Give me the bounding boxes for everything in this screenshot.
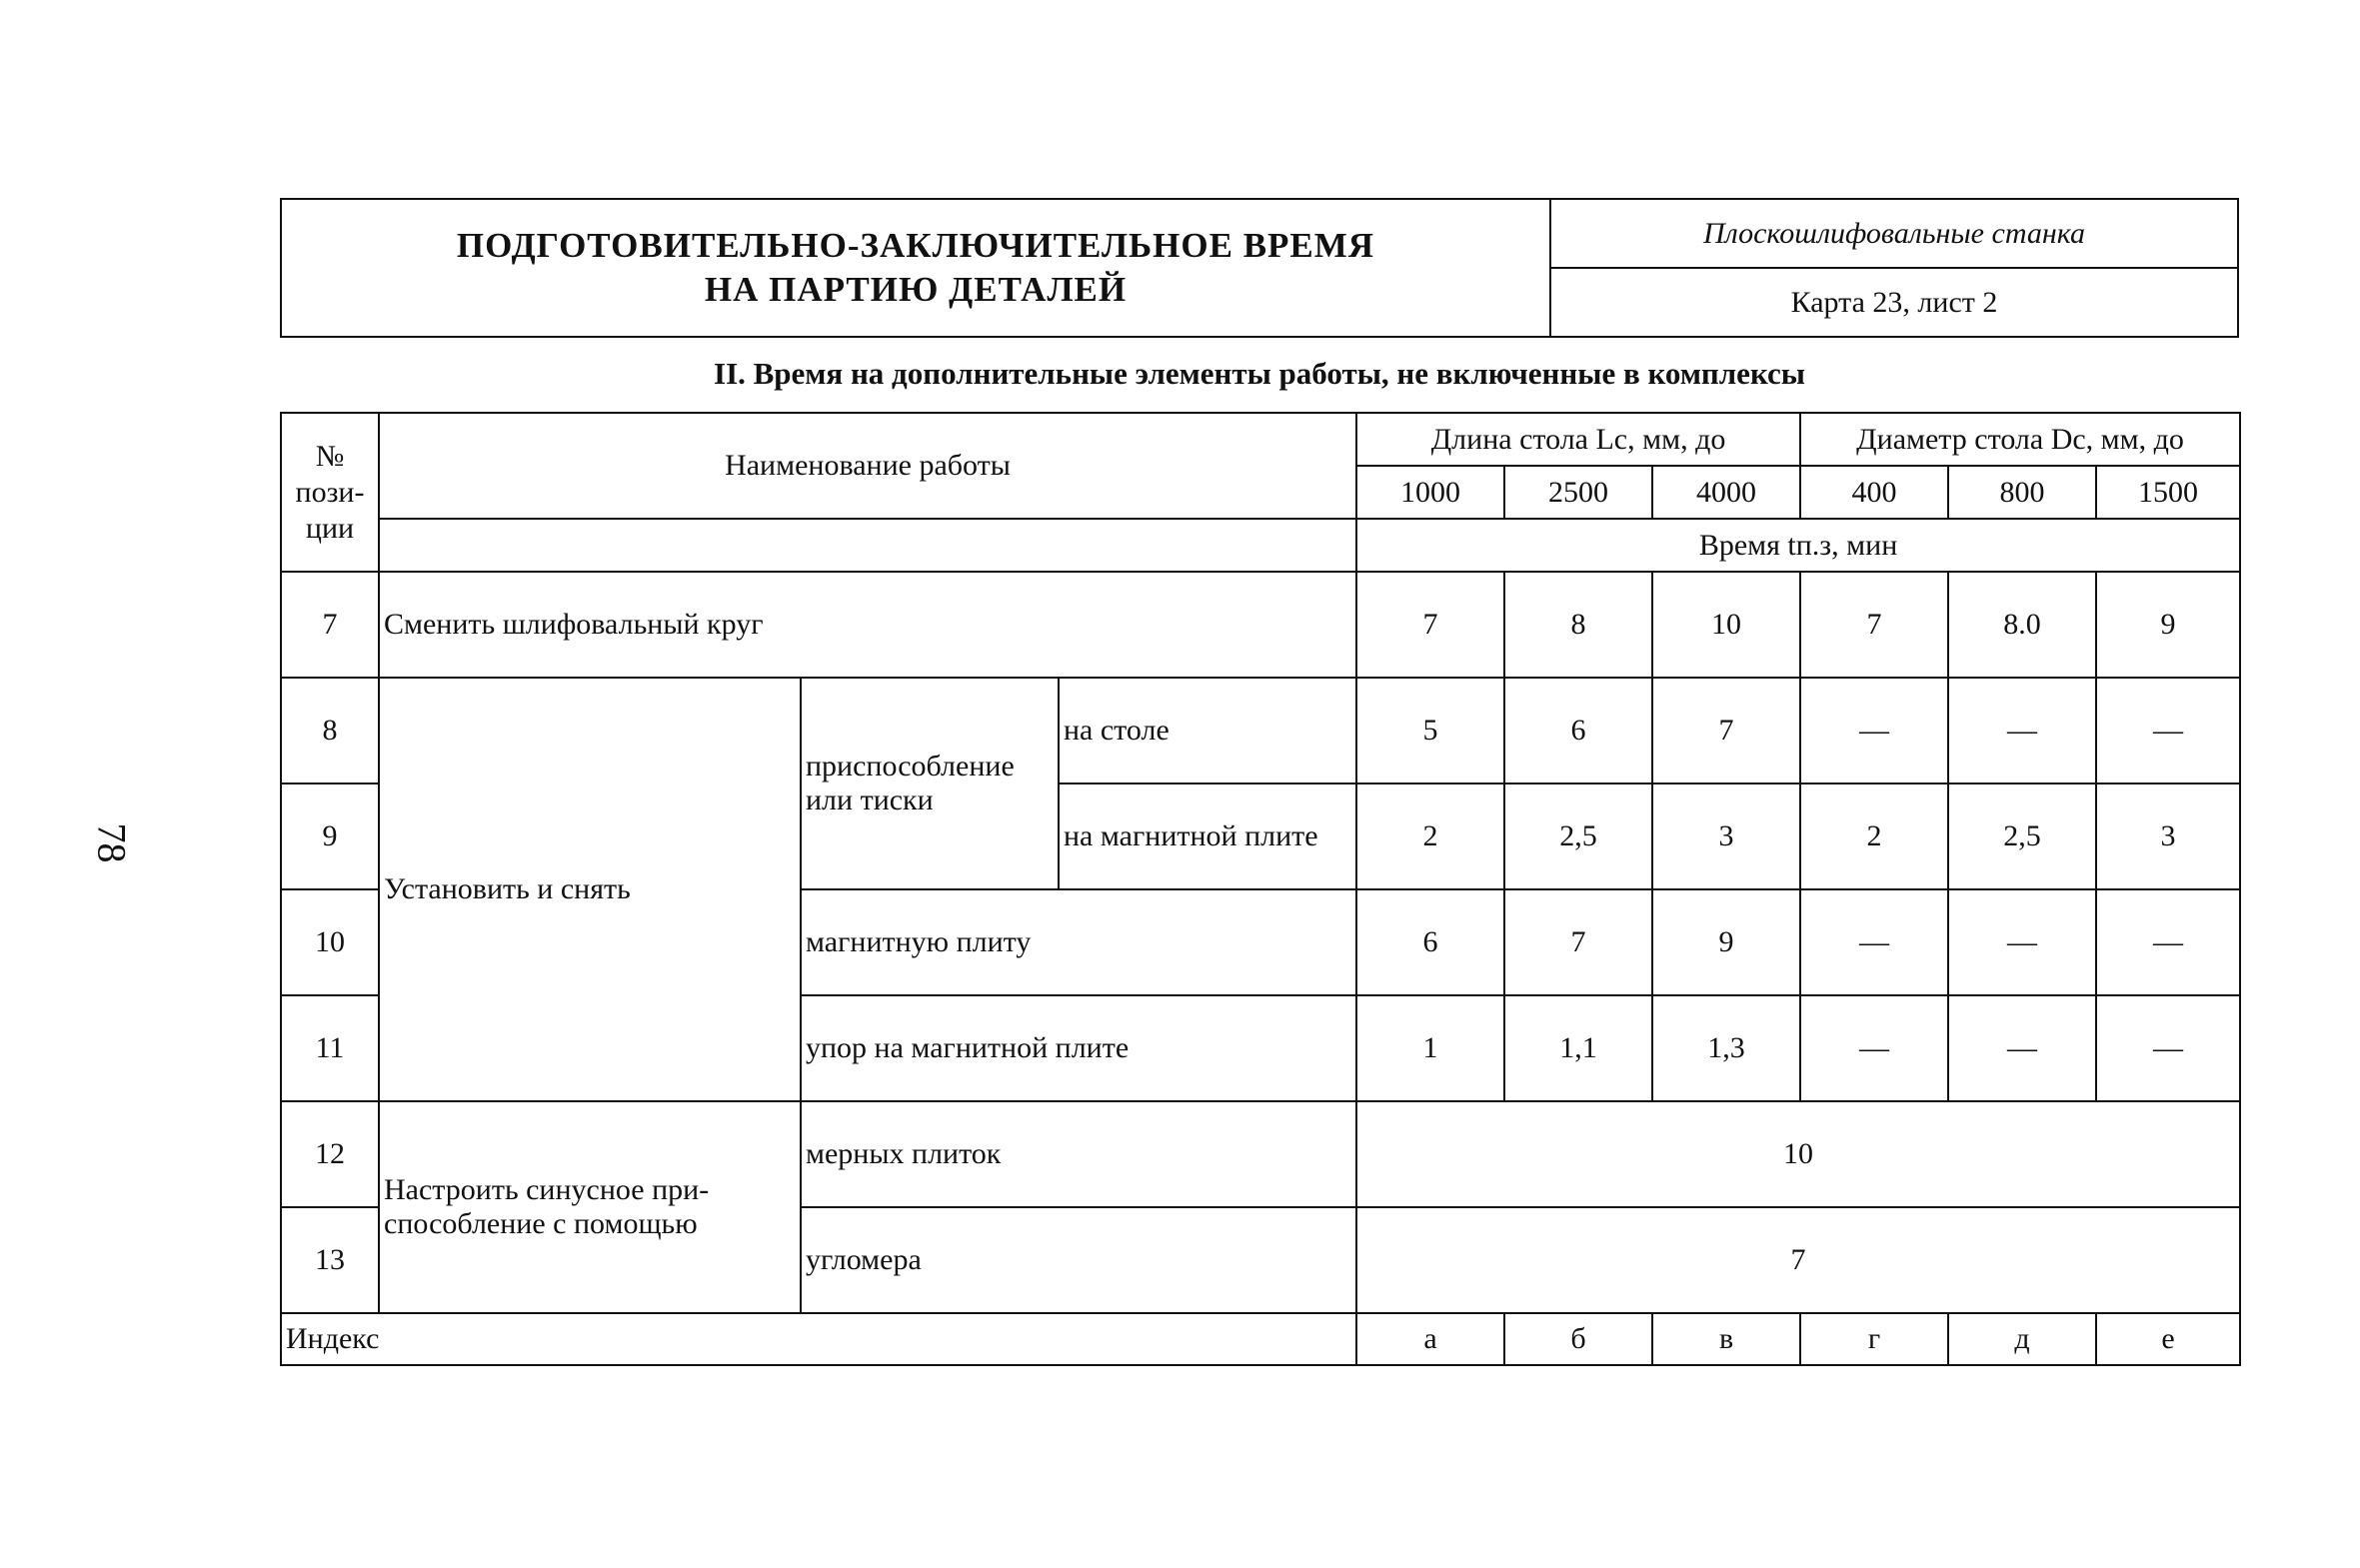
value-cell: 7 (1504, 889, 1652, 995)
column-header: 400 (1800, 466, 1948, 519)
value-cell: — (1948, 995, 2096, 1101)
index-cell: г (1800, 1313, 1948, 1365)
value-cell: 8 (1504, 572, 1652, 678)
value-cell: 2,5 (1948, 784, 2096, 889)
value-cell: 1,1 (1504, 995, 1652, 1101)
header-pos-2: пози- (295, 475, 365, 509)
header-pos-3: ции (305, 511, 355, 545)
header-work-name: Наименование работы (379, 413, 1356, 519)
index-cell: д (1948, 1313, 2096, 1365)
time-table (280, 412, 2241, 1366)
value-cell: 5 (1356, 678, 1504, 784)
index-cell: в (1652, 1313, 1800, 1365)
row-sub-name: упор на магнитной плите (801, 995, 1356, 1101)
value-cell: 2 (1800, 784, 1948, 889)
table-row (281, 572, 2240, 678)
column-header: 1500 (2096, 466, 2240, 519)
card-number: Карта 23, лист 2 (1790, 285, 1998, 319)
index-label: Индекс (281, 1313, 1356, 1365)
row-sub-name: на столе (1059, 678, 1356, 784)
value-cell: 2,5 (1504, 784, 1652, 889)
row-position: 9 (281, 784, 379, 889)
header-time-label: Время tп.з, мин (1356, 519, 2240, 572)
header-table-diameter: Диаметр стола Dc, мм, до (1800, 413, 2240, 466)
index-cell: а (1356, 1313, 1504, 1365)
value-cell: — (1800, 995, 1948, 1101)
row-position: 8 (281, 678, 379, 784)
document-title (282, 200, 1551, 336)
group-fixture-line-1: приспособление (806, 750, 1015, 783)
index-cell: е (2096, 1313, 2240, 1365)
header-position (281, 413, 379, 572)
value-cell-merged: 10 (1356, 1101, 2240, 1207)
index-row (281, 1313, 2240, 1365)
column-header: 1000 (1356, 466, 1504, 519)
group-sine-fixture (379, 1101, 801, 1313)
value-cell: — (1800, 678, 1948, 784)
group-sine-line-2: способление с помощью (384, 1207, 698, 1240)
value-cell: — (2096, 889, 2240, 995)
value-cell: — (1948, 678, 2096, 784)
table-row (281, 678, 2240, 784)
row-work-name: Сменить шлифовальный круг (379, 572, 1356, 678)
title-line-1: ПОДГОТОВИТЕЛЬНО-ЗАКЛЮЧИТЕЛЬНОЕ ВРЕМЯ (456, 226, 1375, 265)
header-box (280, 198, 2239, 338)
value-cell: — (1948, 889, 2096, 995)
row-position: 13 (281, 1207, 379, 1313)
row-sub-name: магнитную плиту (801, 889, 1356, 995)
row-position: 12 (281, 1101, 379, 1207)
value-cell: 3 (1652, 784, 1800, 889)
column-header: 2500 (1504, 466, 1652, 519)
value-cell: 8.0 (1948, 572, 2096, 678)
value-cell: 10 (1652, 572, 1800, 678)
value-cell: 9 (2096, 572, 2240, 678)
column-header: 800 (1948, 466, 2096, 519)
value-cell: 1,3 (1652, 995, 1800, 1101)
value-cell: — (2096, 995, 2240, 1101)
value-cell: 3 (2096, 784, 2240, 889)
machine-type: Плоскошлифовальные станка (1551, 200, 2237, 269)
header-spacer (379, 519, 1356, 572)
value-cell: 7 (1800, 572, 1948, 678)
row-sub-name: мерных плиток (801, 1101, 1356, 1207)
group-fixture-line-2: или тиски (806, 784, 934, 816)
value-cell: 7 (1652, 678, 1800, 784)
row-position: 7 (281, 572, 379, 678)
row-position: 11 (281, 995, 379, 1101)
value-cell: 2 (1356, 784, 1504, 889)
value-cell-merged: 7 (1356, 1207, 2240, 1313)
section-title: II. Время на дополнительные элементы работы, не включенные в комплексы (714, 356, 1805, 391)
index-cell: б (1504, 1313, 1652, 1365)
value-cell: 6 (1504, 678, 1652, 784)
header-pos-1: № (315, 439, 345, 473)
value-cell: 6 (1356, 889, 1504, 995)
row-sub-name: на магнитной плите (1059, 784, 1356, 889)
group-fixture-or-vise (801, 678, 1059, 889)
value-cell: 7 (1356, 572, 1504, 678)
value-cell: — (2096, 678, 2240, 784)
title-line-2: НА ПАРТИЮ ДЕТАЛЕЙ (704, 270, 1128, 309)
header-right (1551, 200, 2237, 336)
header-table-length: Длина стола Lc, мм, до (1356, 413, 1800, 466)
value-cell: — (1800, 889, 1948, 995)
table-row (281, 1101, 2240, 1207)
row-position: 10 (281, 889, 379, 995)
group-install-remove: Установить и снять (379, 678, 801, 1101)
column-header: 4000 (1652, 466, 1800, 519)
value-cell: 1 (1356, 995, 1504, 1101)
value-cell: 9 (1652, 889, 1800, 995)
group-sine-line-1: Настроить синусное при- (384, 1173, 710, 1206)
row-sub-name: угломера (801, 1207, 1356, 1313)
page-number: 78 (89, 822, 135, 863)
